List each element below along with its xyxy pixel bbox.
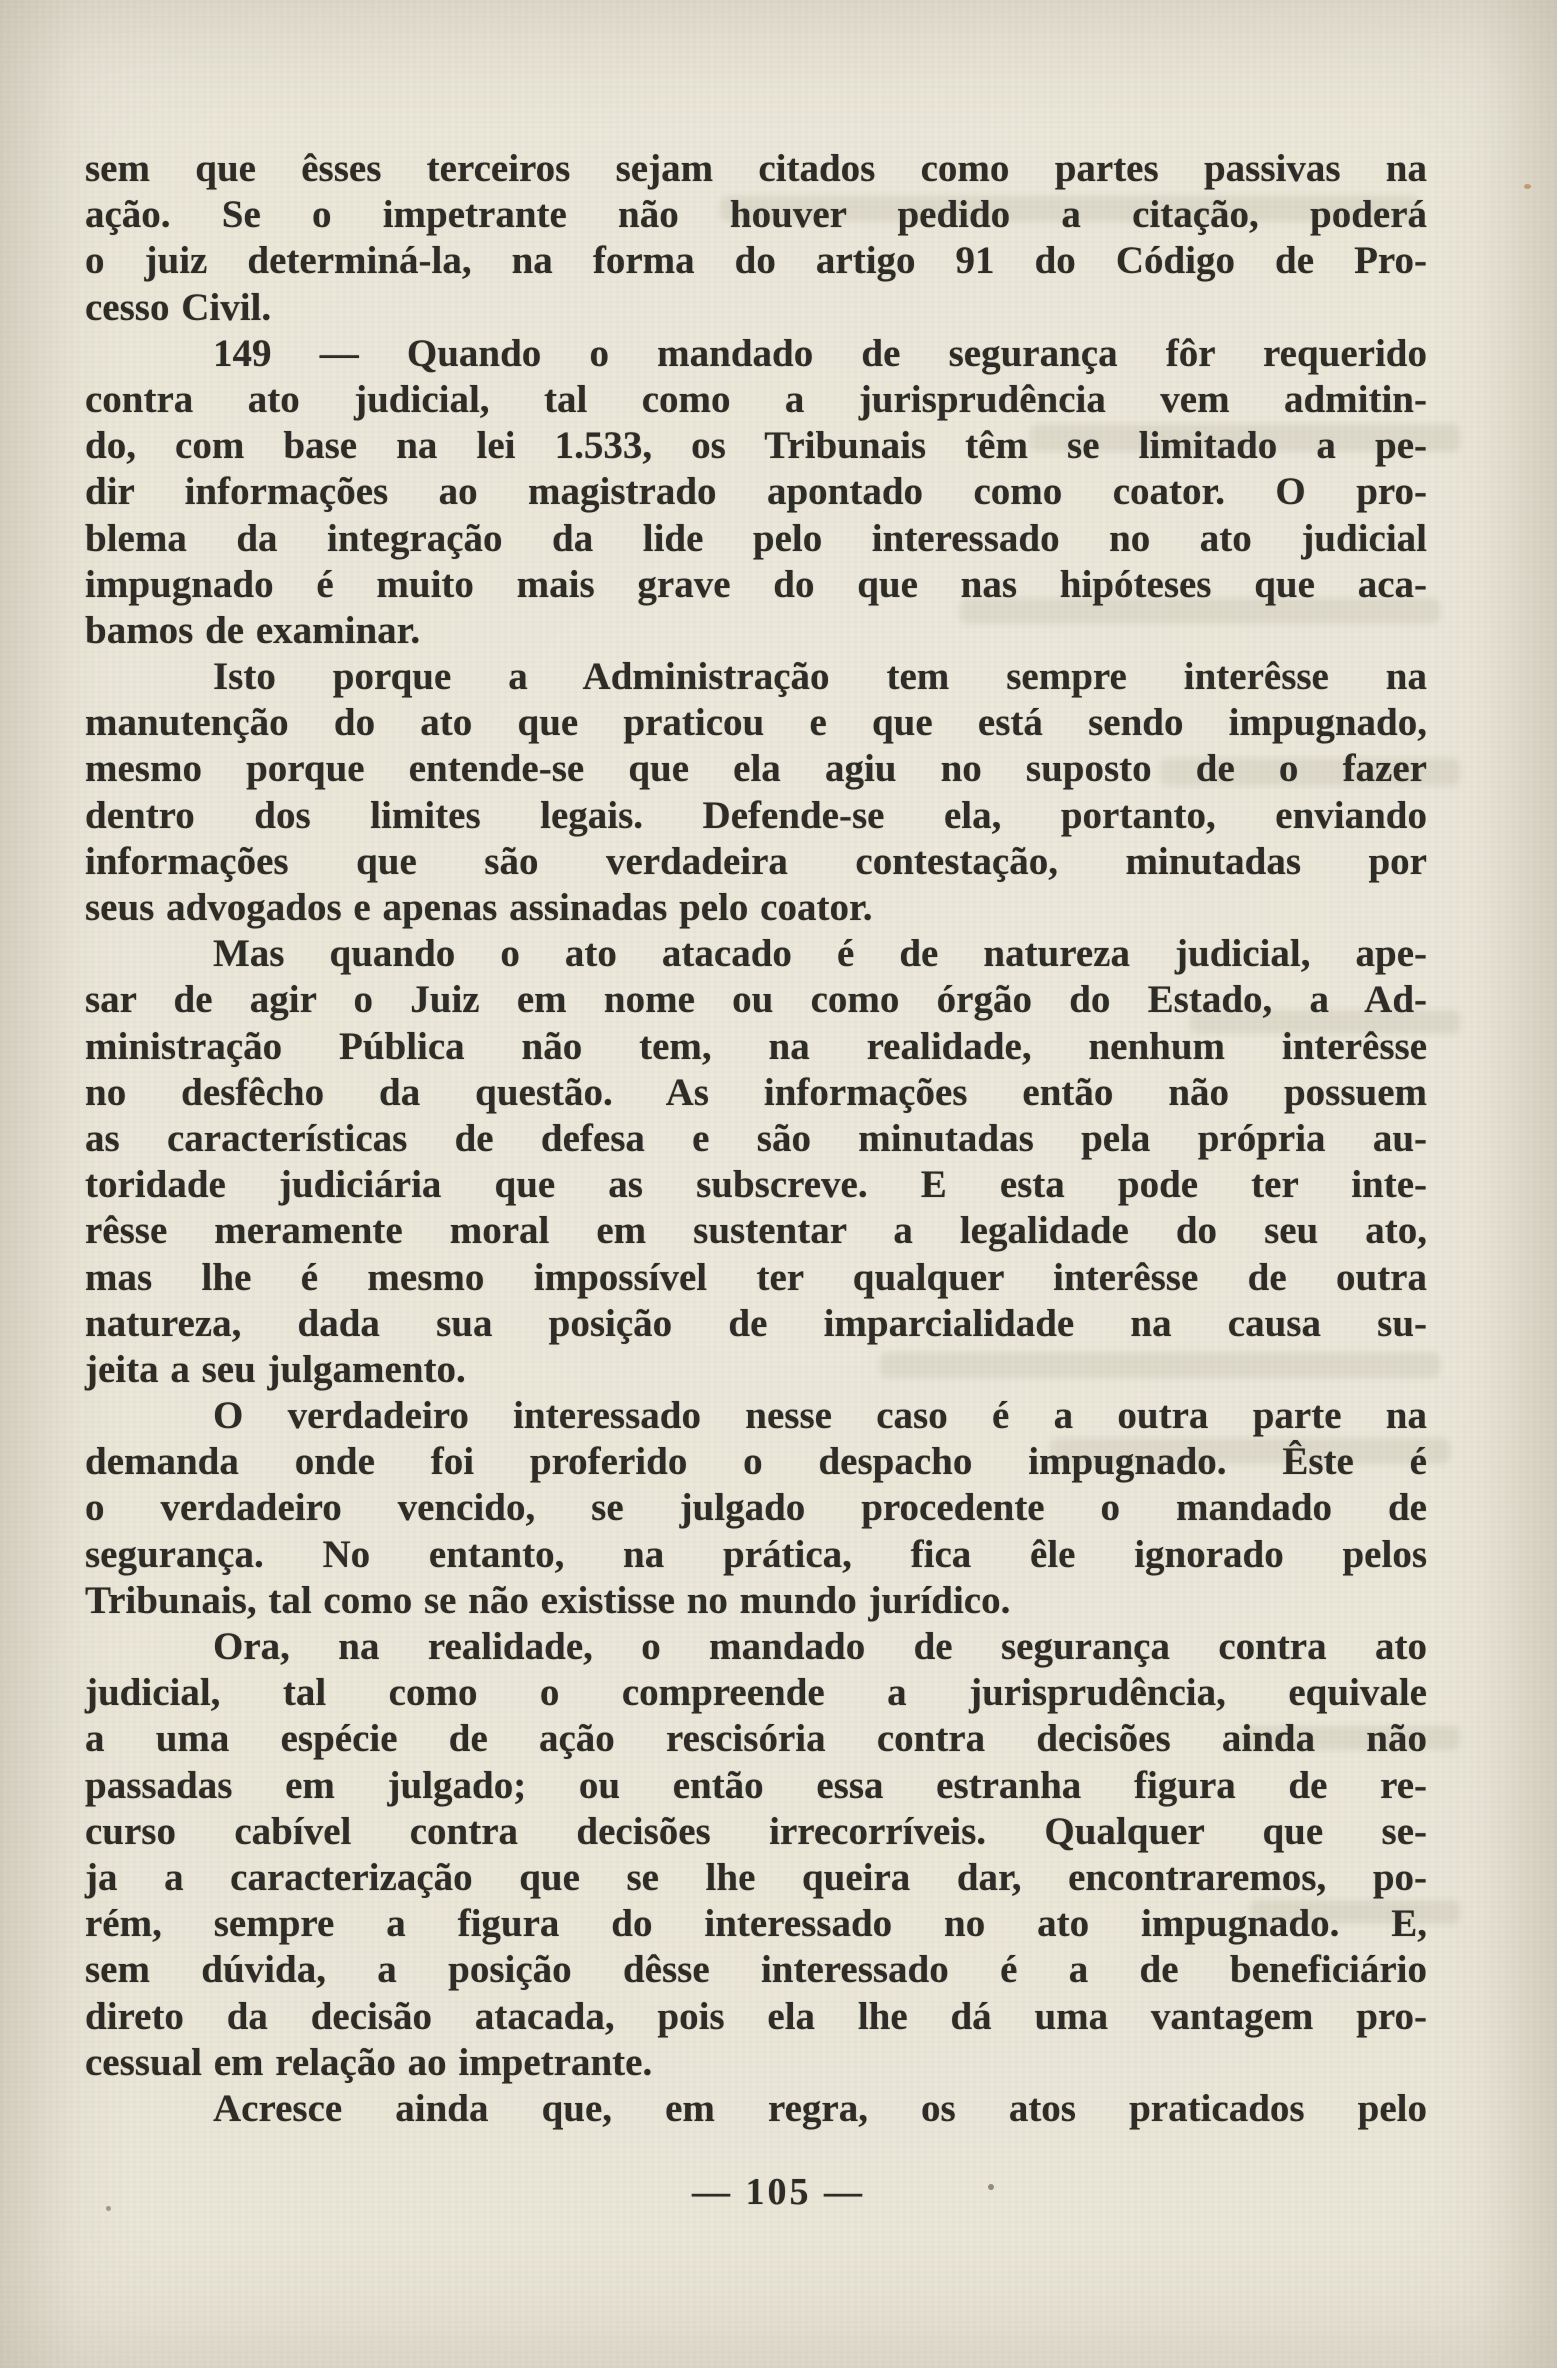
text-line: ja a caracterização que se lhe queira dar, encontraremos, po-	[85, 1855, 1427, 1899]
text-line: impugnado é muito mais grave do que nas hipóteses que aca-	[85, 562, 1427, 606]
text-line: sem que êsses terceiros sejam citados como partes passivas na	[85, 147, 1427, 190]
text-line: O verdadeiro interessado nesse caso é a outra parte na	[213, 1394, 1427, 1438]
text-line: demanda onde foi proferido o despacho impugnado. Êste é	[85, 1440, 1427, 1484]
paper-speck	[1524, 184, 1531, 189]
text-line: sar de agir o Juiz em nome ou como órgão do Estado, a Ad-	[85, 978, 1427, 1022]
text-line: dir informações ao magistrado apontado como coator. O pro-	[85, 470, 1427, 514]
text-line: rém, sempre a figura do interessado no ato impugnado. E,	[85, 1902, 1427, 1946]
text-line: cessual em relação ao impetrante.	[85, 2040, 653, 2084]
text-line: rêsse meramente moral em sustentar a legalidade do seu ato,	[85, 1209, 1427, 1253]
text-line: mas lhe é mesmo impossível ter qualquer interêsse de outra	[85, 1255, 1427, 1299]
text-line: a uma espécie de ação rescisória contra decisões ainda não	[85, 1717, 1427, 1761]
page-number: — 105 —	[692, 2171, 865, 2213]
text-line: direto da decisão atacada, pois ela lhe dá uma vantagem pro-	[85, 1994, 1427, 2038]
text-line: mesmo porque entende-se que ela agiu no suposto de o fazer	[85, 747, 1427, 791]
text-line: informações que são verdadeira contestação, minutadas por	[85, 839, 1427, 883]
text-line: passadas em julgado; ou então essa estranha figura de re-	[85, 1763, 1427, 1807]
text-line: dentro dos limites legais. Defende-se ela, portanto, enviando	[85, 793, 1427, 837]
text-line: blema da integração da lide pelo interessado no ato judicial	[85, 516, 1427, 560]
text-line: contra ato judicial, tal como a jurisprudência vem admitin-	[85, 377, 1427, 421]
text-line: Isto porque a Administração tem sempre interêsse na	[213, 655, 1427, 699]
text-line: judicial, tal como o compreende a jurisprudência, equivale	[85, 1671, 1427, 1715]
text-line: Acresce ainda que, em regra, os atos praticados pelo	[213, 2086, 1427, 2130]
text-line: bamos de examinar.	[85, 608, 421, 652]
text-line: Tribunais, tal como se não existisse no mundo jurídico.	[85, 1578, 1011, 1622]
text-line: toridade judiciária que as subscreve. E esta pode ter inte-	[85, 1163, 1427, 1207]
body-text	[85, 146, 1427, 2132]
text-line: sem dúvida, a posição dêsse interessado é a de beneficiário	[85, 1948, 1427, 1992]
text-line: cesso Civil.	[85, 285, 272, 329]
text-line: ação. Se o impetrante não houver pedido a citação, poderá	[85, 193, 1427, 237]
text-line: o juiz determiná-la, na forma do artigo 91 do Código de Pro-	[85, 239, 1427, 283]
text-line: curso cabível contra decisões irrecorríveis. Qualquer que se-	[85, 1809, 1427, 1853]
text-line: no desfêcho da questão. As informações então não possuem	[85, 1070, 1427, 1114]
text-line: Ora, na realidade, o mandado de segurança contra ato	[213, 1625, 1427, 1668]
text-line: o verdadeiro vencido, se julgado procedente o mandado de	[85, 1486, 1427, 1530]
text-line: jeita a seu julgamento.	[85, 1347, 466, 1391]
text-line: natureza, dada sua posição de imparcialidade na causa su-	[85, 1301, 1427, 1345]
text-line: 149 — Quando o mandado de segurança fôr requerido	[213, 331, 1427, 375]
text-line: seus advogados e apenas assinadas pelo coator.	[85, 886, 873, 929]
text-line: segurança. No entanto, na prática, fica êle ignorado pelos	[85, 1532, 1427, 1576]
text-line: ministração Pública não tem, na realidade, nenhum interêsse	[85, 1024, 1427, 1068]
text-line: do, com base na lei 1.533, os Tribunais têm se limitado a pe-	[85, 424, 1427, 468]
text-line: manutenção do ato que praticou e que está sendo impugnado,	[85, 701, 1427, 745]
text-line: Mas quando o ato atacado é de natureza judicial, ape-	[213, 932, 1427, 976]
text-line: as características de defesa e são minutadas pela própria au-	[85, 1116, 1427, 1160]
